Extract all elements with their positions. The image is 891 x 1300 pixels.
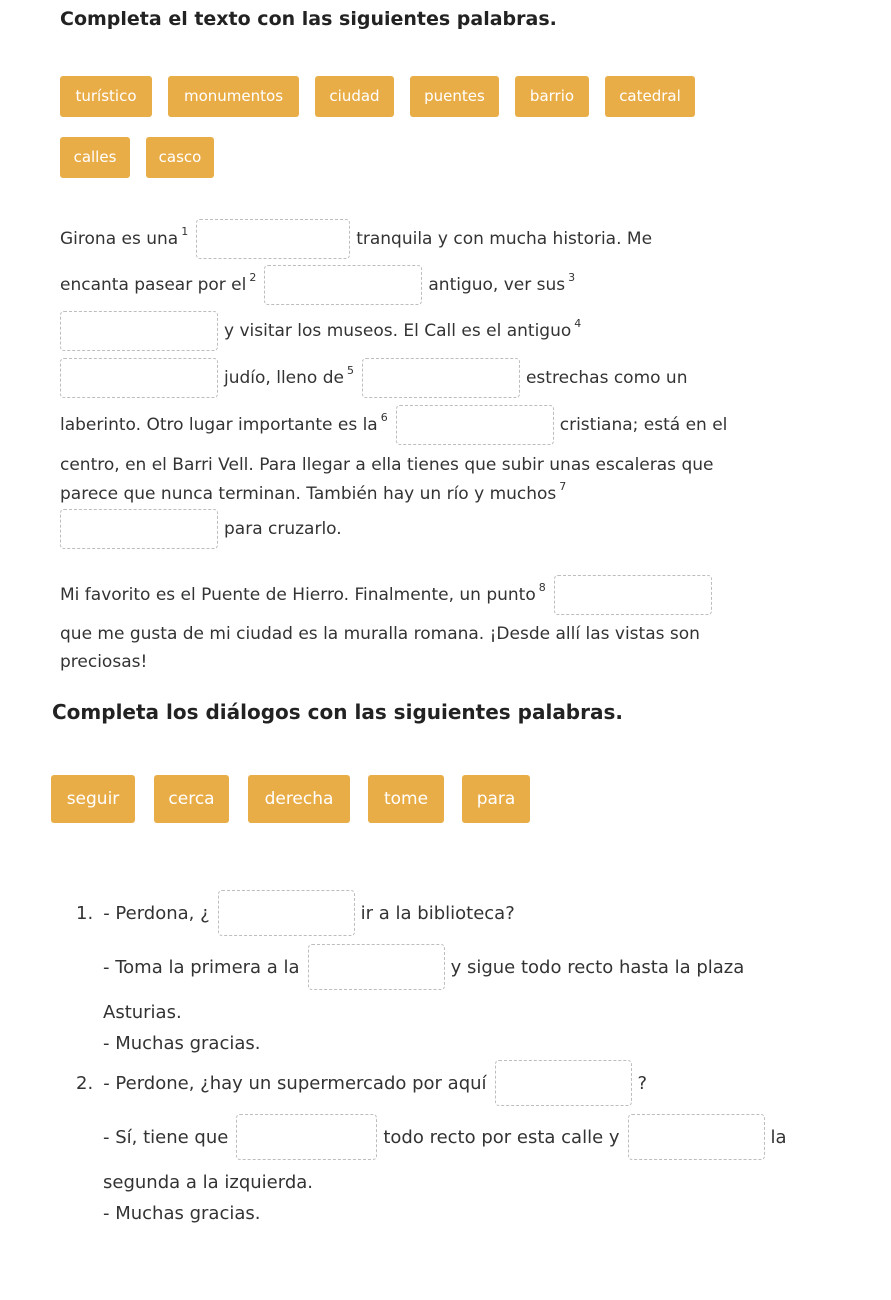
blank-input-d1[interactable]	[218, 890, 355, 936]
blank-input-d2[interactable]	[308, 944, 445, 990]
blank-number: 1	[181, 224, 189, 238]
text-fragment: para cruzarlo.	[224, 519, 342, 539]
text-fragment: laberinto. Otro lugar importante es la	[60, 415, 378, 435]
blank-input-6[interactable]	[396, 405, 554, 445]
blank-number: 3	[568, 270, 576, 284]
word-chip[interactable]: tome	[368, 775, 444, 823]
text-line	[60, 574, 718, 616]
text-line	[60, 218, 652, 260]
item-number: 1.	[76, 902, 94, 924]
text-fragment: la	[770, 1126, 787, 1148]
text-fragment: judío, lleno de	[224, 368, 344, 388]
word-chip[interactable]: para	[462, 775, 530, 823]
text-fragment: - Muchas gracias.	[103, 1202, 261, 1224]
dialog-line	[103, 995, 182, 1029]
text-line	[60, 357, 688, 399]
word-chip[interactable]: barrio	[515, 76, 589, 117]
text-line	[60, 264, 575, 306]
blank-number: 2	[249, 270, 257, 284]
text-fragment: - Perdone, ¿hay un supermercado por aquí	[103, 1072, 487, 1094]
text-fragment: cristiana; está en el	[559, 415, 728, 435]
word-chip[interactable]: monumentos	[168, 76, 299, 117]
text-fragment: ir a la biblioteca?	[360, 902, 515, 924]
text-fragment: Asturias.	[103, 1001, 182, 1023]
word-chip[interactable]: derecha	[248, 775, 350, 823]
blank-input-7[interactable]	[60, 509, 218, 549]
exercise1-title: Completa el texto con las siguientes palabras.	[60, 8, 557, 30]
blank-input-d3[interactable]	[495, 1060, 632, 1106]
blank-number: 7	[559, 479, 567, 493]
text-fragment: encanta pasear por el	[60, 275, 247, 295]
text-fragment: - Toma la primera a la	[103, 956, 300, 978]
exercise2-title: Completa los diálogos con las siguientes palabras.	[52, 700, 623, 724]
blank-number: 5	[346, 363, 354, 377]
word-chip[interactable]: seguir	[51, 775, 135, 823]
item-number: 2.	[76, 1072, 94, 1094]
word-chip[interactable]: ciudad	[315, 76, 394, 117]
blank-input-3[interactable]	[60, 311, 218, 351]
dialog-line	[103, 1196, 260, 1230]
dialog-line	[76, 1059, 647, 1107]
dialog-line	[76, 889, 515, 937]
text-fragment: y sigue todo recto hasta la plaza	[450, 956, 745, 978]
blank-number: 6	[380, 410, 388, 424]
text-fragment: antiguo, ver sus	[428, 275, 566, 295]
text-fragment: preciosas!	[60, 652, 148, 672]
text-fragment: Girona es una	[60, 229, 179, 249]
dialog-line	[103, 943, 744, 991]
dialog-line	[103, 1165, 313, 1199]
blank-input-d4[interactable]	[236, 1114, 377, 1160]
text-fragment: ?	[637, 1072, 648, 1094]
text-fragment: - Muchas gracias.	[103, 1032, 261, 1054]
text-fragment: que me gusta de mi ciudad es la muralla romana. ¡Desde allí las vistas son	[60, 624, 700, 644]
word-chip[interactable]: catedral	[605, 76, 695, 117]
word-chip[interactable]: puentes	[410, 76, 499, 117]
blank-input-2[interactable]	[264, 265, 422, 305]
text-fragment: todo recto por esta calle y	[383, 1126, 620, 1148]
text-fragment: - Sí, tiene que	[103, 1126, 229, 1148]
word-chip[interactable]: cerca	[154, 775, 229, 823]
text-line	[60, 613, 700, 655]
text-line	[60, 508, 342, 550]
text-fragment: Mi favorito es el Puente de Hierro. Finalmente, un punto	[60, 585, 536, 605]
word-chip[interactable]: casco	[146, 137, 214, 178]
word-chip[interactable]: turístico	[60, 76, 152, 117]
text-fragment: y visitar los museos. El Call es el antiguo	[224, 321, 572, 341]
word-chip[interactable]: calles	[60, 137, 130, 178]
text-line	[60, 310, 581, 352]
text-fragment: centro, en el Barri Vell. Para llegar a ella tienes que subir unas escaleras que	[60, 455, 714, 475]
blank-input-1[interactable]	[196, 219, 350, 259]
dialog-line	[103, 1026, 260, 1060]
blank-number: 8	[538, 580, 546, 594]
text-fragment: tranquila y con mucha historia. Me	[356, 229, 653, 249]
text-line	[60, 404, 727, 446]
blank-input-8[interactable]	[554, 575, 712, 615]
blank-input-5[interactable]	[362, 358, 520, 398]
blank-input-d5[interactable]	[628, 1114, 765, 1160]
text-line	[60, 641, 147, 683]
text-fragment: parece que nunca terminan. También hay un río y muchos	[60, 484, 557, 504]
text-fragment: estrechas como un	[525, 368, 688, 388]
blank-number: 4	[574, 316, 582, 330]
text-fragment: - Perdona, ¿	[103, 902, 210, 924]
blank-input-4[interactable]	[60, 358, 218, 398]
dialog-line	[103, 1113, 787, 1161]
text-fragment: segunda a la izquierda.	[103, 1171, 313, 1193]
